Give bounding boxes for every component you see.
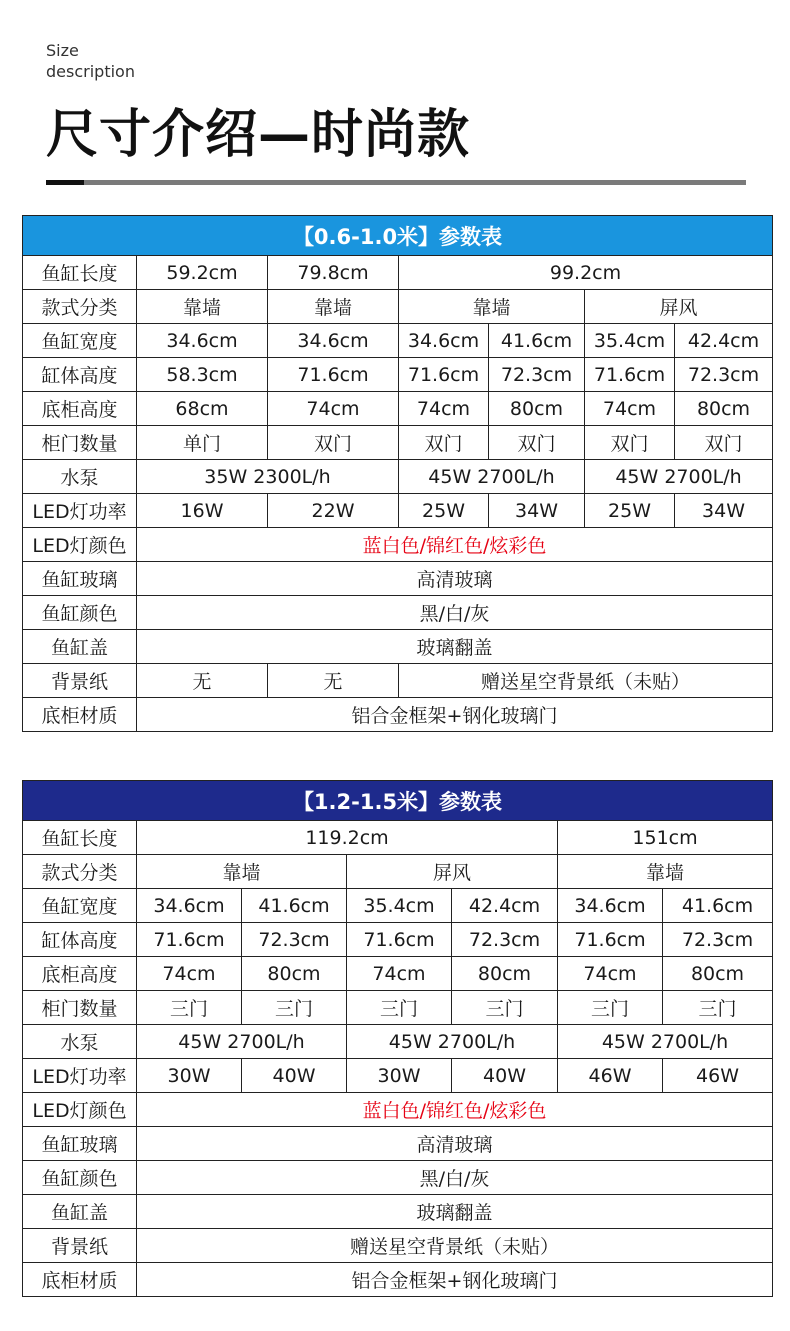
table-row <box>23 392 773 426</box>
table-row <box>23 528 773 562</box>
table-row <box>23 596 773 630</box>
table-cell: 72.3cm <box>242 923 347 957</box>
row-label: 款式分类 <box>23 290 137 324</box>
table-cell: 玻璃翻盖 <box>137 1195 773 1229</box>
table-cell: 高清玻璃 <box>137 1127 773 1161</box>
table-cell: 119.2cm <box>137 821 558 855</box>
table-cell: 71.6cm <box>137 923 242 957</box>
table-title: 【0.6-1.0米】参数表 <box>23 216 773 256</box>
table-cell: 72.3cm <box>663 923 773 957</box>
row-label: LED灯颜色 <box>23 1093 137 1127</box>
table-row <box>23 426 773 460</box>
page-title: 尺寸介绍—时尚款 <box>46 105 471 165</box>
table-cell: 黑/白/灰 <box>137 1161 773 1195</box>
row-label: 鱼缸玻璃 <box>23 1127 137 1161</box>
table-row <box>23 1093 773 1127</box>
table-cell: 45W 2700L/h <box>137 1025 347 1059</box>
table-cell: 59.2cm <box>137 256 268 290</box>
table-header-row <box>23 216 773 256</box>
table-cell: 99.2cm <box>399 256 773 290</box>
table-cell: 无 <box>268 664 399 698</box>
row-label: 底柜材质 <box>23 698 137 732</box>
table-cell: 41.6cm <box>489 324 585 358</box>
table-cell: 71.6cm <box>558 923 663 957</box>
table-cell: 71.6cm <box>347 923 452 957</box>
row-label: 缸体高度 <box>23 358 137 392</box>
table-cell: 41.6cm <box>242 889 347 923</box>
table-row <box>23 664 773 698</box>
table-cell: 34W <box>675 494 773 528</box>
table-row <box>23 562 773 596</box>
table-cell: 双门 <box>268 426 399 460</box>
table-cell: 71.6cm <box>585 358 675 392</box>
table-cell: 单门 <box>137 426 268 460</box>
table-cell: 42.4cm <box>675 324 773 358</box>
table-cell: 三门 <box>347 991 452 1025</box>
table-cell: 74cm <box>268 392 399 426</box>
table-row <box>23 991 773 1025</box>
table-cell: 35.4cm <box>585 324 675 358</box>
led-color-cell: 蓝白色/锦红色/炫彩色 <box>137 1093 773 1127</box>
table-cell: 屏风 <box>585 290 773 324</box>
table-cell: 34.6cm <box>137 889 242 923</box>
table-cell: 74cm <box>585 392 675 426</box>
row-label: 鱼缸玻璃 <box>23 562 137 596</box>
table-cell: 40W <box>452 1059 558 1093</box>
table-row <box>23 290 773 324</box>
table-row <box>23 1195 773 1229</box>
table-cell: 靠墙 <box>137 855 347 889</box>
table-cell: 46W <box>663 1059 773 1093</box>
table-cell: 靠墙 <box>268 290 399 324</box>
table-row <box>23 1025 773 1059</box>
table-row <box>23 1229 773 1263</box>
table-cell: 赠送星空背景纸（未贴） <box>399 664 773 698</box>
row-label: 底柜高度 <box>23 392 137 426</box>
table-cell: 151cm <box>558 821 773 855</box>
table-row <box>23 698 773 732</box>
row-label: 鱼缸颜色 <box>23 1161 137 1195</box>
table-row <box>23 957 773 991</box>
subtitle-line-1: Size <box>46 41 79 60</box>
row-label: 缸体高度 <box>23 923 137 957</box>
led-color-cell: 蓝白色/锦红色/炫彩色 <box>137 528 773 562</box>
table-cell: 80cm <box>675 392 773 426</box>
row-label: 鱼缸颜色 <box>23 596 137 630</box>
table-cell: 72.3cm <box>675 358 773 392</box>
table-cell: 34.6cm <box>399 324 489 358</box>
title-divider <box>46 180 746 185</box>
table-cell: 30W <box>347 1059 452 1093</box>
table-row <box>23 855 773 889</box>
table-cell: 22W <box>268 494 399 528</box>
table-row <box>23 630 773 664</box>
row-label: 鱼缸长度 <box>23 821 137 855</box>
table-cell: 无 <box>137 664 268 698</box>
table-cell: 42.4cm <box>452 889 558 923</box>
subtitle-line-2: description <box>46 62 135 81</box>
table-row <box>23 358 773 392</box>
table-cell: 黑/白/灰 <box>137 596 773 630</box>
row-label: 鱼缸长度 <box>23 256 137 290</box>
table-cell: 34.6cm <box>558 889 663 923</box>
table-cell: 三门 <box>452 991 558 1025</box>
row-label: LED灯功率 <box>23 1059 137 1093</box>
table-cell: 40W <box>242 1059 347 1093</box>
title-divider-accent <box>46 180 84 185</box>
row-label: 柜门数量 <box>23 426 137 460</box>
page-subtitle <box>46 40 135 82</box>
table-cell: 双门 <box>585 426 675 460</box>
table-cell: 58.3cm <box>137 358 268 392</box>
row-label: 水泵 <box>23 1025 137 1059</box>
table-cell: 68cm <box>137 392 268 426</box>
table-cell: 赠送星空背景纸（未贴） <box>137 1229 773 1263</box>
table-cell: 玻璃翻盖 <box>137 630 773 664</box>
table-cell: 74cm <box>399 392 489 426</box>
table-row <box>23 1059 773 1093</box>
table-cell: 72.3cm <box>489 358 585 392</box>
table-cell: 25W <box>399 494 489 528</box>
table-cell: 35.4cm <box>347 889 452 923</box>
table-cell: 74cm <box>137 957 242 991</box>
table-cell: 双门 <box>675 426 773 460</box>
table-header-row <box>23 781 773 821</box>
table-cell: 79.8cm <box>268 256 399 290</box>
table-row <box>23 1161 773 1195</box>
table-cell: 46W <box>558 1059 663 1093</box>
table-cell: 80cm <box>489 392 585 426</box>
table-row <box>23 821 773 855</box>
spec-table-large <box>22 780 773 1297</box>
row-label: 鱼缸宽度 <box>23 889 137 923</box>
row-label: 水泵 <box>23 460 137 494</box>
table-cell: 铝合金框架+钢化玻璃门 <box>137 1263 773 1297</box>
row-label: 柜门数量 <box>23 991 137 1025</box>
table-cell: 34W <box>489 494 585 528</box>
table-cell: 双门 <box>489 426 585 460</box>
row-label: 鱼缸盖 <box>23 1195 137 1229</box>
table-row <box>23 324 773 358</box>
table-row <box>23 1127 773 1161</box>
table-cell: 双门 <box>399 426 489 460</box>
table-cell: 45W 2700L/h <box>558 1025 773 1059</box>
table-cell: 靠墙 <box>137 290 268 324</box>
row-label: LED灯颜色 <box>23 528 137 562</box>
table-cell: 三门 <box>663 991 773 1025</box>
table-cell: 铝合金框架+钢化玻璃门 <box>137 698 773 732</box>
table-row <box>23 494 773 528</box>
table-cell: 三门 <box>137 991 242 1025</box>
table-cell: 34.6cm <box>137 324 268 358</box>
table-row <box>23 923 773 957</box>
table-cell: 34.6cm <box>268 324 399 358</box>
row-label: 款式分类 <box>23 855 137 889</box>
table-cell: 80cm <box>452 957 558 991</box>
table-cell: 45W 2700L/h <box>585 460 773 494</box>
table-cell: 高清玻璃 <box>137 562 773 596</box>
table-cell: 72.3cm <box>452 923 558 957</box>
table-cell: 80cm <box>663 957 773 991</box>
table-row <box>23 889 773 923</box>
table-cell: 71.6cm <box>399 358 489 392</box>
table-cell: 三门 <box>242 991 347 1025</box>
row-label: 底柜材质 <box>23 1263 137 1297</box>
table-cell: 靠墙 <box>399 290 585 324</box>
table-cell: 三门 <box>558 991 663 1025</box>
table-cell: 靠墙 <box>558 855 773 889</box>
row-label: 鱼缸盖 <box>23 630 137 664</box>
table-cell: 30W <box>137 1059 242 1093</box>
spec-table-small <box>22 215 773 732</box>
table-row <box>23 1263 773 1297</box>
table-row <box>23 256 773 290</box>
row-label: 鱼缸宽度 <box>23 324 137 358</box>
row-label: LED灯功率 <box>23 494 137 528</box>
row-label: 背景纸 <box>23 664 137 698</box>
table-cell: 71.6cm <box>268 358 399 392</box>
table-row <box>23 460 773 494</box>
table-cell: 80cm <box>242 957 347 991</box>
table-cell: 16W <box>137 494 268 528</box>
row-label: 底柜高度 <box>23 957 137 991</box>
table-cell: 45W 2700L/h <box>347 1025 558 1059</box>
table-cell: 35W 2300L/h <box>137 460 399 494</box>
table-cell: 45W 2700L/h <box>399 460 585 494</box>
table-cell: 74cm <box>558 957 663 991</box>
row-label: 背景纸 <box>23 1229 137 1263</box>
table-cell: 屏风 <box>347 855 558 889</box>
table-cell: 74cm <box>347 957 452 991</box>
table-cell: 41.6cm <box>663 889 773 923</box>
table-title: 【1.2-1.5米】参数表 <box>23 781 773 821</box>
table-cell: 25W <box>585 494 675 528</box>
